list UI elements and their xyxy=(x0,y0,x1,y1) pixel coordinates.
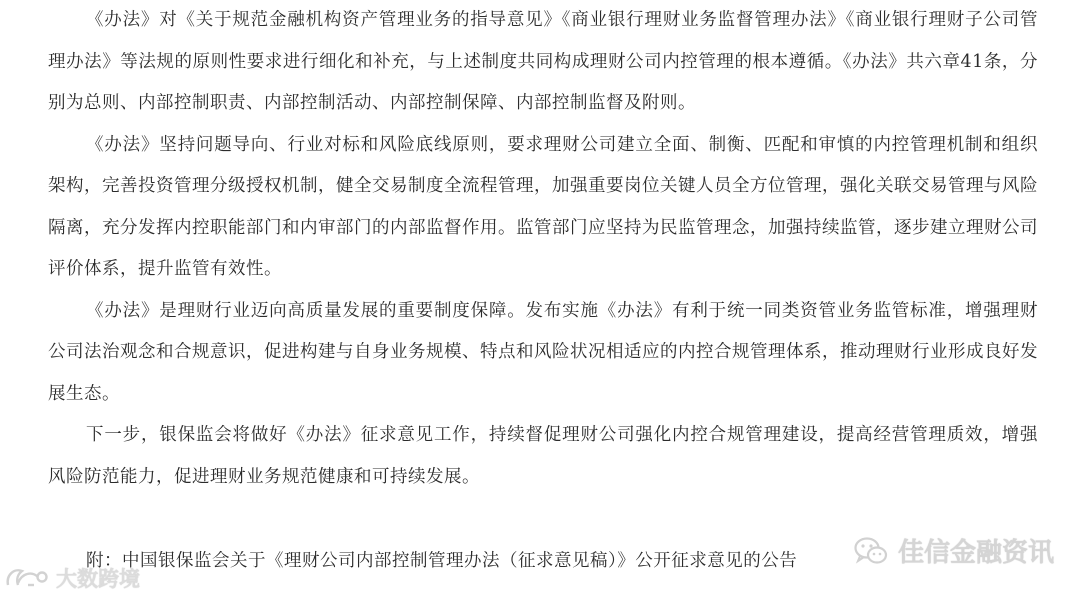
paragraph-1: 《办法》对《关于规范金融机构资产管理业务的指导意见》《商业银行理财业务监督管理办法》《商业银行理财子公司管理办法》等法规的原则性要求进行细化和补充，与上述制度共同构成理财公司内控管理的根本遵循。《办法》共六章41条，分别为总则、内部控制职责、内部控制活动、内部控制保障、内部控制监督及附则。 xyxy=(48,10,1038,113)
attachment-link[interactable]: 附：中国银保监会关于《理财公司内部控制管理办法（征求意见稿）》公开征求意见的公告 xyxy=(86,551,798,571)
watermark-left-text: 大数跨境 xyxy=(56,567,140,591)
paragraph-3: 《办法》是理财行业迈向高质量发展的重要制度保障。发布实施《办法》有利于统一同类资管业务监管标准，增强理财公司法治观念和合规意识，促进构建与自身业务规模、特点和风险状况相适应的内控合规管理体系，推动理财行业形成良好发展生态。 xyxy=(48,300,1038,404)
article-body xyxy=(48,0,1038,498)
paragraph-2: 《办法》坚持问题导向、行业对标和风险底线原则，要求理财公司建立全面、制衡、匹配和审慎的内控管理机制和组织架构，完善投资管理分级授权机制，健全交易制度全流程管理，加强重要岗位关键人员全方位管理，强化关联交易管理与风险隔离，充分发挥内控职能部门和内审部门的内部监督作用。监管部门应坚持为民监管理念，加强持续监管，逐步建立理财公司评价体系，提升监管有效性。 xyxy=(48,134,1038,279)
logo-icon xyxy=(4,565,50,591)
paragraph-4: 下一步，银保监会将做好《办法》征求意见工作，持续督促理财公司强化内控合规管理建设，提高经营管理质效，增强风险防范能力，促进理财业务规范健康和可持续发展。 xyxy=(48,425,1038,487)
watermark-right xyxy=(854,532,1054,569)
wechat-icon xyxy=(854,536,888,566)
watermark-right-text: 佳信金融资讯 xyxy=(897,538,1054,568)
watermark-left xyxy=(4,563,140,593)
